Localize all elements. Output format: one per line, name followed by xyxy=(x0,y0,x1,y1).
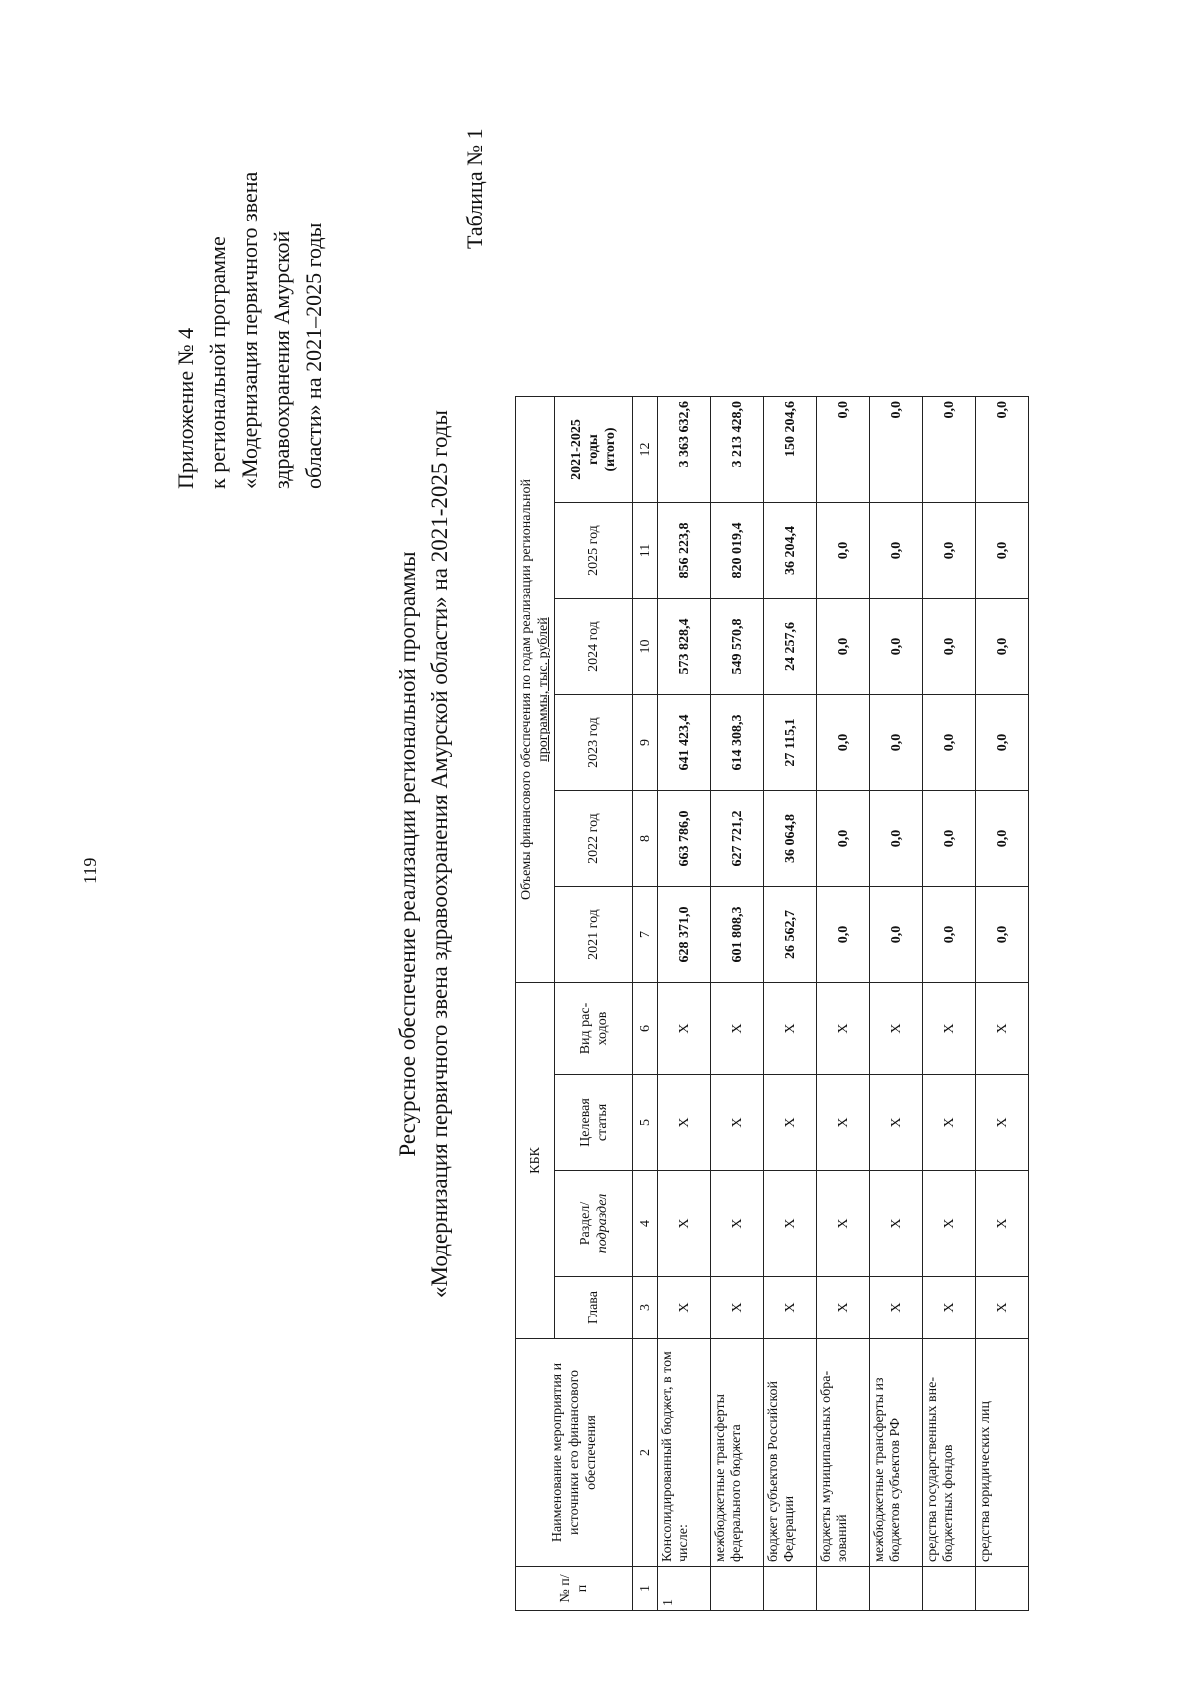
row-value-2023: 0,0 xyxy=(817,695,870,791)
appendix-line: к региональной программе xyxy=(205,236,230,489)
row-vid: Х xyxy=(923,983,976,1075)
row-value-2021: 0,0 xyxy=(923,887,976,983)
header-total-line: годы xyxy=(586,434,601,465)
row-index xyxy=(764,1567,817,1611)
column-number: 5 xyxy=(633,1075,658,1171)
page-number: 119 xyxy=(80,857,100,884)
funding-table-wrap xyxy=(515,396,1029,1611)
table-row xyxy=(817,397,870,1611)
column-number: 11 xyxy=(633,503,658,599)
row-glava: Х xyxy=(976,1277,1029,1339)
column-number: 10 xyxy=(633,599,658,695)
header-kbk: КБК xyxy=(516,983,555,1339)
row-value-2023: 0,0 xyxy=(976,695,1029,791)
column-number: 1 xyxy=(633,1567,658,1611)
column-number: 12 xyxy=(633,397,658,503)
row-celevaya: Х xyxy=(923,1075,976,1171)
row-vid: Х xyxy=(764,983,817,1075)
header-glava: Глава xyxy=(555,1277,633,1339)
row-name: межбюджетные трансферты из бюджетов субъектов РФ xyxy=(870,1339,923,1567)
row-glava: Х xyxy=(658,1277,711,1339)
row-value-2021: 601 808,3 xyxy=(711,887,764,983)
appendix-line: здравоохранения Амурской xyxy=(269,230,294,489)
row-value-2025: 0,0 xyxy=(923,503,976,599)
row-value-2024: 0,0 xyxy=(976,599,1029,695)
row-value-2023: 0,0 xyxy=(870,695,923,791)
row-name: бюджет субъектов Российской Федерации xyxy=(764,1339,817,1567)
header-2025: 2025 год xyxy=(555,503,633,599)
column-number: 6 xyxy=(633,983,658,1075)
row-value-2025: 820 019,4 xyxy=(711,503,764,599)
row-razdel: Х xyxy=(976,1171,1029,1277)
funding-table xyxy=(515,396,1029,1611)
row-total: 150 204,6 xyxy=(764,397,817,503)
row-value-2021: 0,0 xyxy=(870,887,923,983)
row-index xyxy=(817,1567,870,1611)
row-celevaya: Х xyxy=(711,1075,764,1171)
header-razdel-line: Раздел/ xyxy=(577,1201,593,1246)
row-celevaya: Х xyxy=(817,1075,870,1171)
row-value-2024: 24 257,6 xyxy=(764,599,817,695)
row-razdel: Х xyxy=(870,1171,923,1277)
row-razdel: Х xyxy=(764,1171,817,1277)
row-value-2022: 0,0 xyxy=(817,791,870,887)
row-total: 0,0 xyxy=(817,397,870,503)
appendix-block xyxy=(170,172,330,489)
table-row xyxy=(870,397,923,1611)
header-volumes-line: программы, тыс. рублей xyxy=(536,617,551,762)
row-celevaya: Х xyxy=(976,1075,1029,1171)
row-value-2025: 0,0 xyxy=(976,503,1029,599)
row-value-2022: 627 721,2 xyxy=(711,791,764,887)
row-value-2021: 0,0 xyxy=(976,887,1029,983)
row-value-2022: 36 064,8 xyxy=(764,791,817,887)
table-row xyxy=(711,397,764,1611)
row-name: средства государственных вне-бюджетных фондов xyxy=(923,1339,976,1567)
row-index xyxy=(976,1567,1029,1611)
header-2022: 2022 год xyxy=(555,791,633,887)
row-glava: Х xyxy=(923,1277,976,1339)
row-razdel: Х xyxy=(923,1171,976,1277)
header-name: Наименование мероприятия и источники его финансового обеспечения xyxy=(516,1339,633,1567)
row-total: 0,0 xyxy=(976,397,1029,503)
table-label: Таблица № 1 xyxy=(462,128,487,249)
row-value-2025: 856 223,8 xyxy=(658,503,711,599)
row-value-2023: 614 308,3 xyxy=(711,695,764,791)
row-celevaya: Х xyxy=(764,1075,817,1171)
header-razdel-line: подраздел xyxy=(594,1193,610,1254)
column-number: 2 xyxy=(633,1339,658,1567)
row-vid: Х xyxy=(658,983,711,1075)
appendix-line: «Модернизация первичного звена xyxy=(237,171,262,489)
document-title xyxy=(392,264,456,1444)
row-value-2023: 27 115,1 xyxy=(764,695,817,791)
column-number: 9 xyxy=(633,695,658,791)
row-total: 0,0 xyxy=(923,397,976,503)
row-value-2023: 641 423,4 xyxy=(658,695,711,791)
row-index xyxy=(711,1567,764,1611)
row-value-2022: 0,0 xyxy=(870,791,923,887)
row-celevaya: Х xyxy=(658,1075,711,1171)
header-2023: 2023 год xyxy=(555,695,633,791)
header-vid: Вид рас-ходов xyxy=(555,983,633,1075)
data-rows xyxy=(658,397,1029,1611)
row-value-2021: 628 371,0 xyxy=(658,887,711,983)
row-vid: Х xyxy=(711,983,764,1075)
row-value-2021: 0,0 xyxy=(817,887,870,983)
column-number: 4 xyxy=(633,1171,658,1277)
row-glava: Х xyxy=(711,1277,764,1339)
row-glava: Х xyxy=(817,1277,870,1339)
header-2021: 2021 год xyxy=(555,887,633,983)
column-number: 3 xyxy=(633,1277,658,1339)
header-2024: 2024 год xyxy=(555,599,633,695)
row-glava: Х xyxy=(870,1277,923,1339)
row-value-2022: 0,0 xyxy=(923,791,976,887)
header-razdel xyxy=(555,1171,633,1277)
appendix-line: Приложение № 4 xyxy=(173,327,198,489)
row-total: 3 363 632,6 xyxy=(658,397,711,503)
header-total-line: 2021-2025 xyxy=(569,419,584,480)
header-total xyxy=(555,397,633,503)
row-name: бюджеты муниципальных обра-зований xyxy=(817,1339,870,1567)
row-index xyxy=(923,1567,976,1611)
title-line: Ресурсное обеспечение реализации региональной программы xyxy=(395,551,420,1157)
row-name: межбюджетные трансферты федерального бюджета xyxy=(711,1339,764,1567)
row-glava: Х xyxy=(764,1277,817,1339)
row-value-2025: 0,0 xyxy=(817,503,870,599)
row-value-2022: 0,0 xyxy=(976,791,1029,887)
row-vid: Х xyxy=(976,983,1029,1075)
row-razdel: Х xyxy=(817,1171,870,1277)
row-value-2024: 0,0 xyxy=(817,599,870,695)
row-value-2024: 0,0 xyxy=(870,599,923,695)
row-value-2024: 573 828,4 xyxy=(658,599,711,695)
header-num: № п/п xyxy=(516,1567,633,1611)
column-number-row xyxy=(633,397,658,1611)
row-vid: Х xyxy=(817,983,870,1075)
table-row xyxy=(923,397,976,1611)
row-value-2022: 663 786,0 xyxy=(658,791,711,887)
table-row xyxy=(658,397,711,1611)
row-total: 3 213 428,0 xyxy=(711,397,764,503)
row-value-2023: 0,0 xyxy=(923,695,976,791)
table-row xyxy=(764,397,817,1611)
row-value-2024: 549 570,8 xyxy=(711,599,764,695)
row-razdel: Х xyxy=(711,1171,764,1277)
row-celevaya: Х xyxy=(870,1075,923,1171)
column-number: 8 xyxy=(633,791,658,887)
header-volumes xyxy=(516,397,555,983)
row-value-2024: 0,0 xyxy=(923,599,976,695)
title-line: «Модернизация первичного звена здравоохранения Амурской области» на 2021-2025 годы xyxy=(427,410,452,1298)
row-value-2025: 0,0 xyxy=(870,503,923,599)
row-value-2025: 36 204,4 xyxy=(764,503,817,599)
row-index: 1 xyxy=(658,1567,711,1611)
header-celevaya: Целевая статья xyxy=(555,1075,633,1171)
row-value-2021: 26 562,7 xyxy=(764,887,817,983)
table-row xyxy=(976,397,1029,1611)
row-total: 0,0 xyxy=(870,397,923,503)
row-name: средства юридических лиц xyxy=(976,1339,1029,1567)
row-razdel: Х xyxy=(658,1171,711,1277)
row-vid: Х xyxy=(870,983,923,1075)
row-index xyxy=(870,1567,923,1611)
header-volumes-line: Объемы финансового обеспечения по годам реализации региональной xyxy=(519,479,534,900)
row-name: Консолидированный бюджет, в том числе: xyxy=(658,1339,711,1567)
column-number: 7 xyxy=(633,887,658,983)
appendix-line: области» на 2021–2025 годы xyxy=(301,222,326,489)
header-total-line: (итого) xyxy=(603,427,618,472)
